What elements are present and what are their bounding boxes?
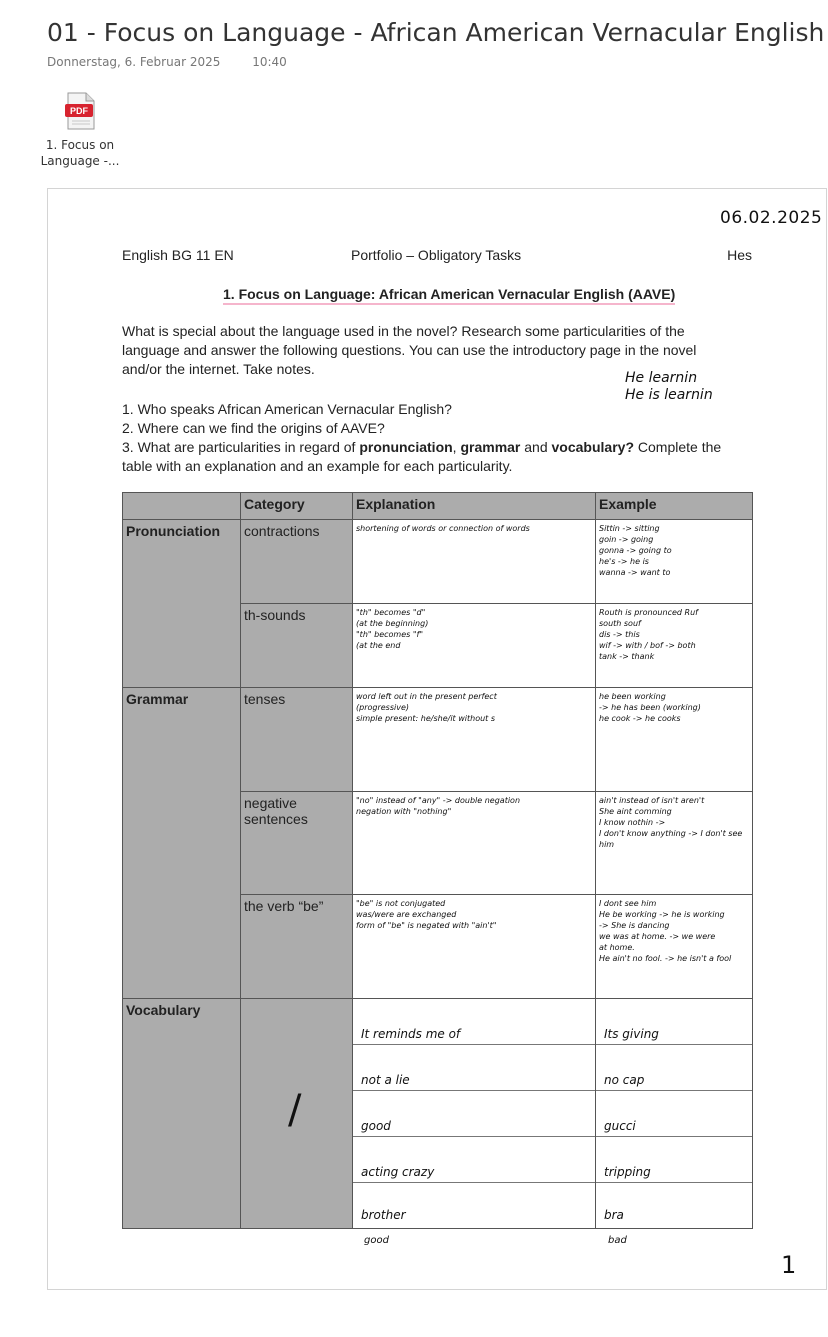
vocab-line: no cap <box>596 1045 752 1091</box>
vocab-line: bra <box>604 1208 624 1222</box>
explanation-cell: "be" is not conjugated was/were are exchanged form of "be" is negated with "ain't" <box>353 895 596 999</box>
example-cell: Sittin -> sitting goin -> going gonna -> going to he's -> he is wanna -> want to <box>596 520 753 604</box>
vocab-line: not a lie <box>353 1045 595 1091</box>
vocab-line: gucci <box>596 1091 752 1137</box>
question-2: 2. Where can we find the origins of AAVE? <box>122 420 385 436</box>
task-intro: What is special about the language used in the novel? Research some particularities of the language and answer the following questions. You can use the introductory page in the novel and/or the internet. Take notes. <box>122 323 697 377</box>
header-cell: Category <box>241 493 353 520</box>
vocab-category-slash: / <box>288 1087 302 1133</box>
pdf-page-printout <box>47 188 827 1290</box>
handwritten-date: 06.02.2025 <box>720 208 823 228</box>
vocab-line: acting crazy <box>353 1137 595 1183</box>
particularities-table <box>122 492 753 1229</box>
example-cell <box>596 999 753 1229</box>
vocab-line: tripping <box>596 1137 752 1183</box>
vocab-line: brother <box>361 1208 406 1222</box>
vocab-line: It reminds me of <box>353 999 595 1045</box>
page-meta <box>47 55 315 69</box>
page-number: 1 <box>781 1251 797 1279</box>
category-cell: the verb “be” <box>241 895 353 999</box>
explanation-cell: "no" instead of "any" -> double negation negation with "nothing" <box>353 792 596 895</box>
vocab-extra-example: bad <box>608 1235 627 1246</box>
teacher-label: Hes <box>727 247 752 263</box>
pdf-attachment[interactable] <box>40 92 120 169</box>
example-cell: he been working -> he has been (working) he cook -> he cooks <box>596 688 753 792</box>
question-1: 1. Who speaks African American Vernacular English? <box>122 401 452 417</box>
page-time: 10:40 <box>252 55 287 69</box>
section-pronunciation: Pronunciation <box>123 520 241 688</box>
pdf-label: PDF <box>70 106 88 116</box>
example-cell: Routh is pronounced Ruf south souf dis -> this wif -> with / bof -> both tank -> thank <box>596 604 753 688</box>
question-3: 3. What are particularities in regard of pronunciation, grammar and vocabulary? Complete the table with an explanation and an example for each particularity. <box>122 439 722 474</box>
table-row <box>123 688 753 792</box>
task-questions <box>122 400 752 476</box>
category-cell: tenses <box>241 688 353 792</box>
header-cell <box>123 493 241 520</box>
page-date: Donnerstag, 6. Februar 2025 <box>47 55 221 69</box>
example-cell: ain't instead of isn't aren't She aint comming I know nothin -> I don't know anything -> I don't see him <box>596 792 753 895</box>
table-row <box>123 999 753 1229</box>
portfolio-label: Portfolio – Obligatory Tasks <box>351 247 522 263</box>
category-cell: contractions <box>241 520 353 604</box>
explanation-cell: shortening of words or connection of words <box>353 520 596 604</box>
example-cell: I dont see him He be working -> he is working -> She is dancing we was at home. -> we were at home. He ain't no fool. -> he isn't a fool <box>596 895 753 999</box>
category-cell: th-sounds <box>241 604 353 688</box>
section-vocabulary: Vocabulary <box>123 999 241 1229</box>
handwritten-note: He learnin He is learnin <box>625 370 713 403</box>
course-label: English BG 11 EN <box>122 247 234 263</box>
explanation-cell: "th" becomes "d" (at the beginning) "th" becomes "f" (at the end <box>353 604 596 688</box>
section-grammar: Grammar <box>123 688 241 999</box>
table-header-row <box>123 493 753 520</box>
task-heading: 1. Focus on Language: African American Vernacular English (AAVE) <box>223 286 675 305</box>
attachment-name[interactable]: 1. Focus on Language -... <box>40 138 120 168</box>
header-cell: Explanation <box>353 493 596 520</box>
header-cell: Example <box>596 493 753 520</box>
page-title: 01 - Focus on Language - African American Vernacular English <box>47 18 825 47</box>
vocab-line: Its giving <box>596 999 752 1045</box>
vocab-extra-explanation: good <box>364 1235 389 1246</box>
pdf-file-icon <box>65 92 95 130</box>
explanation-cell <box>353 999 596 1229</box>
table-row <box>123 520 753 604</box>
vocab-line: good <box>353 1091 595 1137</box>
category-cell: negative sentences <box>241 792 353 895</box>
explanation-cell: word left out in the present perfect (progressive) simple present: he/she/it without s <box>353 688 596 792</box>
